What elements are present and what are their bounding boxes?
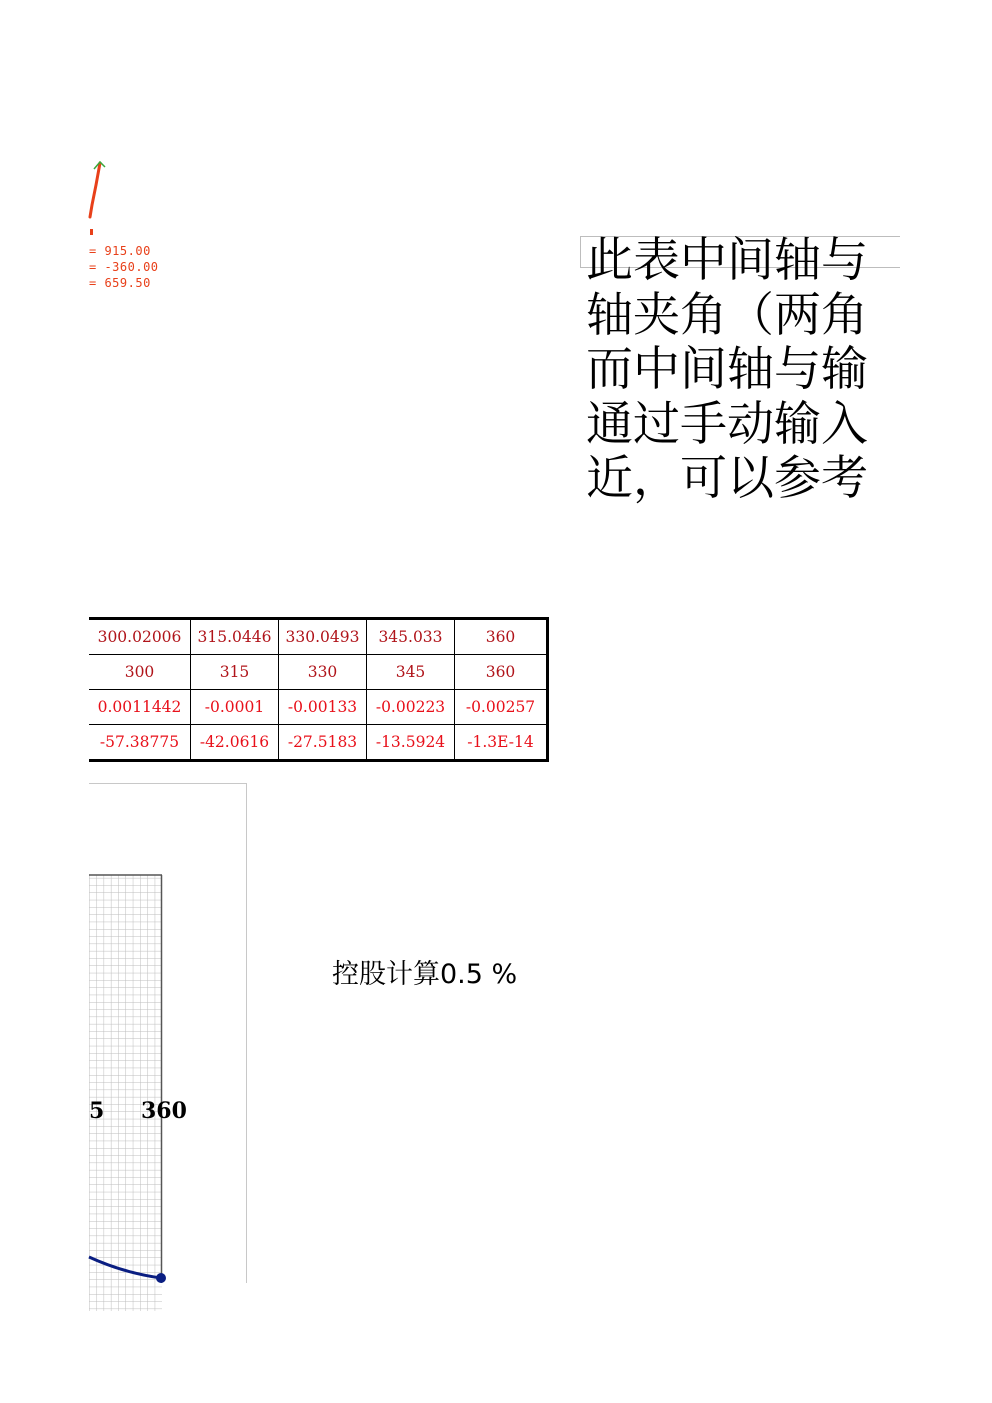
- table-cell: 315: [191, 655, 279, 690]
- table-cell: -0.0001: [191, 690, 279, 725]
- table-row: [89, 619, 548, 655]
- cad-coord-z: = 659.50: [89, 276, 151, 290]
- note-text: [586, 234, 916, 507]
- chart-gridlines: [89, 875, 162, 1311]
- note-line: 通过手动输入: [586, 396, 868, 452]
- holding-calc-note: 控股计算0.5 %: [332, 959, 518, 990]
- x-tick-label-360: 360: [141, 1098, 187, 1124]
- table-cell: 360: [455, 619, 548, 655]
- table-cell: 300: [89, 655, 191, 690]
- table-cell: -1.3E-14: [455, 725, 548, 761]
- table-row: [89, 655, 548, 690]
- table-cell: 0.0011442: [89, 690, 191, 725]
- table-row: [89, 725, 548, 761]
- table-row: [89, 690, 548, 725]
- table-cell: -57.38775: [89, 725, 191, 761]
- note-line: 轴夹角（两角: [586, 287, 868, 343]
- note-line: 此表中间轴与: [586, 233, 868, 288]
- cad-coord-y: = -360.00: [89, 260, 159, 274]
- note-line: 近，可以参考: [586, 451, 868, 506]
- x-tick-label-partial: 5: [89, 1098, 105, 1124]
- table-cell: -0.00257: [455, 690, 548, 725]
- angle-data-table: [89, 617, 549, 762]
- chart-fragment: [89, 783, 247, 1283]
- note-line: 而中间轴与输: [586, 342, 868, 397]
- table-cell: 345: [367, 655, 455, 690]
- series-end-point: [156, 1273, 166, 1283]
- table-cell: -42.0616: [191, 725, 279, 761]
- table-cell: 315.0446: [191, 619, 279, 655]
- table-cell: 330.0493: [279, 619, 367, 655]
- table-cell: -13.5924: [367, 725, 455, 761]
- table-cell: 345.033: [367, 619, 455, 655]
- table-cell: 300.02006: [89, 619, 191, 655]
- cad-coord-x: = 915.00: [89, 244, 151, 258]
- table-cell: -0.00133: [279, 690, 367, 725]
- table-cell: 330: [279, 655, 367, 690]
- table-cell: -0.00223: [367, 690, 455, 725]
- table-cell: -27.5183: [279, 725, 367, 761]
- table-cell: 360: [455, 655, 548, 690]
